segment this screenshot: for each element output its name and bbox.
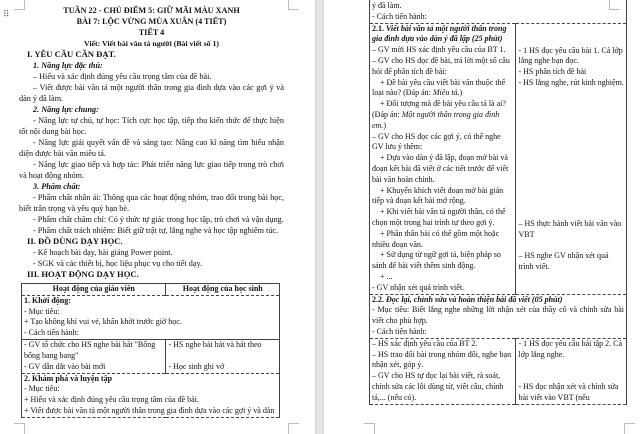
student-activity-text: - 1 HS đọc yêu cầu bài 1. Cả lớp lắng nghe bạn đọc. (518, 45, 623, 66)
materials-item: - Kế hoạch bài dạy, bài giảng Power point. (33, 248, 173, 257)
margin-corner-mark (624, 423, 635, 434)
page-gap (315, 0, 324, 434)
section-requirements-heading: I. YÊU CẦU CẦN ĐẠT. (27, 49, 116, 59)
student-cell (166, 339, 280, 373)
general-competence-item: - Năng lực tự chủ, tự học: Tích cực học tập, tiếp thu kiến thức để thực hiện tốt nội dung bài học. (19, 116, 284, 136)
margin-corner-mark (288, 423, 299, 434)
teacher-activity-text: – GV mời HS xác định yêu cầu của BT 1. (372, 45, 506, 55)
qualities-heading: 3. Phẩm chất: (33, 182, 81, 191)
teacher-cell (22, 339, 166, 373)
week-theme-title: TUẦN 22 - CHỦ ĐIỂM 5: GIỮ MÃI MÀU XANH (63, 6, 240, 15)
student-activity-text: – HS nghe GV nhận xét quá trình viết. (518, 251, 609, 272)
part21-number: 2.1. (372, 23, 384, 33)
student-cell (516, 338, 627, 404)
explore-section-row (22, 373, 280, 417)
general-competence-item: - Năng lực giải quyết vấn đề và sáng tạo: Nâng cao kĩ năng tìm hiểu nhận diện được bài văn miêu tả. (19, 138, 284, 158)
teacher-tip-text: + Khuyến khích viết đoạn mở bài gián tiếp và đoạn kết bài mở rộng. (372, 185, 504, 206)
activities-table (21, 283, 280, 418)
teacher-tip-text: + Khi viết bài văn tả người thân, có thể chọn một trong hai trình tự theo gợi ý. (372, 207, 506, 227)
part22-activity-row (370, 338, 627, 404)
explore-title: 2. Khám phá và luyện tập (24, 373, 113, 383)
part22-title: Đọc lại, chỉnh sửa và hoàn thiện bài đã viết (05 phút) (386, 294, 563, 304)
explore-goal: + Viết được bài văn tả một người thân trong gia đình dựa vào các gợi ý và dàn (24, 405, 275, 415)
activities-table-wrapper (21, 283, 280, 418)
topic-title: Viết: Viết bài văn tả người (Bài viết số 1) (84, 39, 219, 48)
student-activity-text: - HS lắng nghe, rút kinh nghiệm. (518, 77, 624, 87)
section-activities-heading: III. HOẠT ĐỘNG DẠY HỌC. (27, 269, 139, 279)
margin-corner-mark (364, 423, 375, 434)
teacher-cell (370, 23, 516, 294)
warmup-goal: + Tạo không khí vui vẻ, khấn khởi trước giờ học. (24, 317, 182, 327)
table-row (22, 339, 280, 373)
header-teacher-activity: Hoạt động của giáo viên (22, 284, 166, 296)
answer-text: Miêu tả. (432, 88, 460, 98)
teacher-activity-text: – HS trao đổi bài trong nhóm đôi, nghe bạn nhận xét, góp ý. (372, 349, 512, 370)
student-activity-text: - HS phân tích đề bài (518, 67, 587, 77)
part21-title: Viết bài văn tả một người thân trong gia đình dựa vào dàn ý đã lập (25 phút) (372, 23, 507, 44)
teacher-activity-text: – HS xác định yêu cầu của BT 2. (372, 338, 478, 348)
teacher-question-text: + Đề bài yêu cầu viết bài văn thuộc thể loại nào? (Đáp án: (372, 77, 506, 98)
warmup-title: 1. Khởi động: (24, 295, 71, 305)
teacher-activity-text: – GV cho HS đọc các gợi ý, có thể nghe GV lưu ý thêm: (372, 131, 501, 152)
header-student-activity: Hoạt động của học sinh (166, 284, 280, 296)
quality-item: - Phẩm chất trách nhiệm: Biết giữ trật tự, lắng nghe và học tập nghiêm túc. (33, 226, 279, 235)
part21-row (370, 23, 627, 294)
document-page-right (324, 0, 640, 434)
warmup-method-label: - Cách tiến hành: (24, 328, 79, 338)
teacher-tip-text: + Phần thân bài có thể gồm một hoặc nhiều đoạn văn. (372, 228, 500, 249)
warmup-section-row (22, 295, 280, 339)
specific-competence-item: – Hiểu và xác định đúng yêu cầu trọng tâm của đề bài. (33, 72, 212, 81)
specific-competence-item: – Viết được bài văn tả một người thân trong gia đình dựa vào các gợi ý và dàn ý đã làm. (19, 83, 284, 103)
margin-corner-mark (288, 0, 299, 10)
explore-cell (22, 373, 280, 417)
quality-item: - Phẩm chất chăm chỉ: Có ý thức tự giác trong học tập, trò chơi và vận dụng. (33, 215, 284, 224)
teacher-activity-text: – GV cho HS đọc đề bài, trả lời một số câu hỏi để phân tích đề bài: (372, 55, 510, 76)
paren-text: ) (383, 120, 386, 130)
part22-cell (370, 294, 627, 338)
teacher-cell (370, 338, 516, 404)
teacher-activity-text: - GV nhận xét quá trình viết. (372, 282, 465, 292)
activities-table-continued-wrapper (369, 0, 627, 405)
student-activity-text: – HS thực hành viết bài văn vào VBT (518, 218, 622, 239)
method-label: - Cách tiến hành: (372, 11, 427, 21)
part22-goal: - Mục tiêu: Biết lắng nghe những lời nhận xét của thầy cô và chỉnh sửa bài viết cho phù hợp. (372, 305, 624, 326)
explore-goal-label: - Mục tiêu: (24, 384, 60, 394)
left-page-content (19, 0, 284, 280)
activities-table-continued (369, 0, 627, 405)
student-cell (516, 23, 627, 294)
warmup-cell (22, 295, 280, 339)
explore-goal: + Hiểu và xác định đúng yêu cầu trọng tâm của đề bài. (24, 395, 199, 405)
student-activity-text: - 1 HS đọc yêu cầu bài tập 2. Cả lớp lắng nghe. (518, 338, 623, 359)
materials-item: - SGK và các thiết bị, học liệu phục vụ cho tiết dạy. (33, 259, 203, 268)
student-activity-text: - Học sinh ghi vở (168, 361, 225, 371)
method-label: - Cách tiến hành: (372, 326, 427, 336)
student-activity-text: - HS nghe bài hát và hát theo (168, 339, 262, 349)
paren-text: ) (459, 88, 463, 98)
document-page-left (0, 0, 315, 434)
part22-number: 2.2. (372, 294, 384, 304)
lesson-title: BÀI 7: LỘC VỪNG MÙA XUÂN (4 TIẾT) (76, 17, 227, 26)
general-competence-item: - Năng lực giao tiếp và hợp tác: Phát triển năng lực giao tiếp trong trò chơi và hoạt động nhóm. (19, 160, 284, 180)
continued-goal-text: ý đã làm. (372, 1, 402, 10)
student-activity-text: - HS đọc nhận xét và chỉnh sửa bài viết vào VBT (nếu (518, 382, 619, 403)
table-header-row (22, 284, 280, 296)
explore-continued-cell (370, 0, 627, 23)
specific-competence-heading: 1. Năng lực đặc thù: (33, 61, 103, 70)
explore-continued-row (370, 0, 627, 23)
answer-text: Một người thân trong gia đình em. (372, 109, 500, 130)
teacher-activity-text: - GV dẫn dắt vào bài mới (24, 361, 106, 371)
warmup-goal-label: - Mục tiêu: (24, 306, 60, 316)
teacher-tip-text: + ... (380, 271, 393, 281)
drag-handle-icon[interactable]: ⠿ (3, 9, 9, 19)
margin-corner-mark (14, 423, 25, 434)
teacher-question-text: + Đối tượng mà đề bài yêu cầu tả là ai? (Đáp án: (372, 99, 506, 119)
quality-item: - Phẩm chất nhân ái: Thông qua các hoạt động nhóm, trao đổi trong bài học, biết trân trọng và yêu quý bạn bè. (19, 193, 284, 213)
part22-row (370, 294, 627, 338)
period-title: TIẾT 4 (138, 28, 165, 37)
general-competence-heading: 2. Năng lực chung: (33, 105, 99, 114)
teacher-activity-text: – GV cho HS tự đọc lại bài viết, rà soát, chỉnh sửa các lỗi dùng từ, viết câu, chính tả,... (nếu có). (372, 371, 504, 402)
teacher-tip-text: + Sử dụng từ ngữ gợi tả, biện pháp so sánh để bài viết thêm sinh động. (372, 250, 501, 271)
section-materials-heading: II. ĐỒ DÙNG DẠY HỌC. (27, 236, 123, 246)
teacher-tip-text: + Dựa vào dàn ý đã lập, đoạn mở bài và đoạn kết bài đã viết ở các tiết trước để viết bài văn hoàn chỉnh. (372, 153, 509, 184)
teacher-activity-text: - GV tổ chức cho HS nghe bài hát "Bống bống bang bang" (24, 339, 156, 360)
